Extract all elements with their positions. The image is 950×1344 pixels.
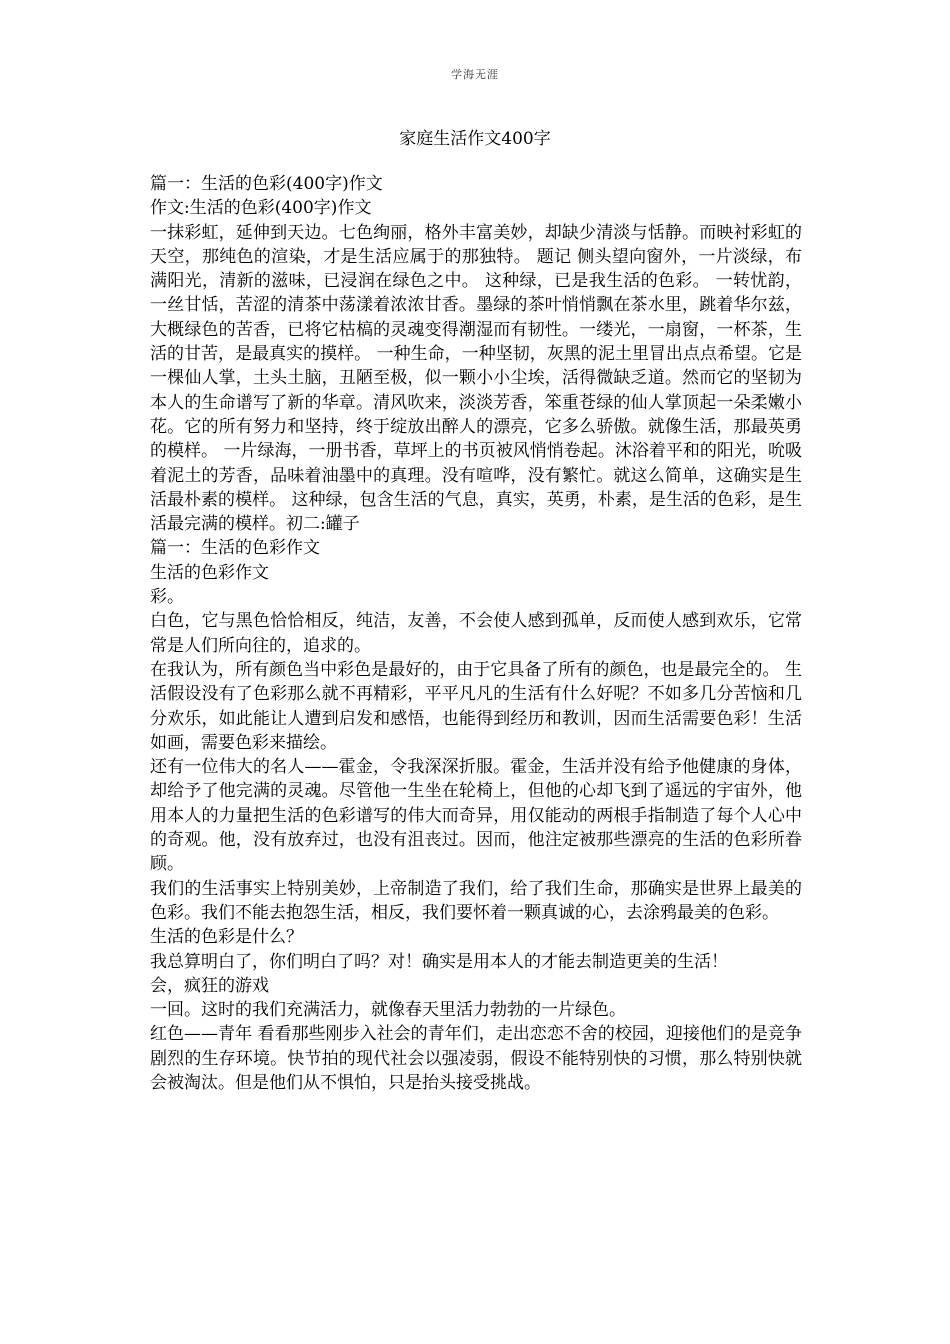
document-title: 家庭生活作文400字 [399,129,551,149]
paragraph: 白色，它与黑色恰恰相反，纯洁，友善，不会使人感到孤单，反而使人感到欢乐，它常常是人们所向往的，追求的。 [150,611,802,656]
paragraph: 生活的色彩是什么？ [150,927,303,948]
document-body [150,172,802,1095]
paragraph: 篇一：生活的色彩作文 [150,538,320,559]
paragraph: 彩。 [150,587,184,608]
paragraph: 篇一：生活的色彩(400字)作文 [150,174,383,194]
paragraph: 还有一位伟大的名人——霍金，令我深深折服。霍金，生活并没有给予他健康的身体，却给予了他完满的灵魂。尽管他一生坐在轮椅上，但他的心却飞到了遥远的宇宙外，他用本人的力量把生活的色彩谱写的伟大而奇异，用仅能动的两根手指制造了每个人心中的奇观。他，没有放弃过，也没有沮丧过。因而，他注定被那些漂亮的生活的色彩所眷顾。 [150,757,802,875]
paragraph: 红色——青年 看看那些刚步入社会的青年们，走出恋恋不舍的校园，迎接他们的是竞争剧烈的生存环境。快节拍的现代社会以强凌弱，假设不能特别快的习惯，那么特别快就会被淘汰。但是他们从不惧怕，只是抬头接受挑战。 [150,1024,802,1093]
paragraph: 一抹彩虹，延伸到天边。七色绚丽，格外丰富美妙，却缺少清淡与恬静。而映衬彩虹的天空，那纯色的渲染，才是生活应属于的那独特。 题记 侧头望向窗外，一片淡绿，布满阳光，清新的滋味，已浸润在绿色之中。 这种绿，已是我生活的色彩。 一转忧韵，一丝甘恬，苦涩的清茶中荡漾着浓浓甘香。墨绿的茶叶悄悄飘在茶水里，跳着华尔兹，大概绿色的苦香，已将它枯槁的灵魂变得潮湿而有韧性。一缕光，一扇窗，一杯茶，生活的甘苦，是最真实的摸样。 一种生命，一种坚韧，灰黑的泥土里冒出点点希望。它是一棵仙人掌，土头土脑，丑陋至极，似一颗小小尘埃，活得微缺乏道。然而它的坚韧为本人的生命谱写了新的华章。清风吹来，淡淡芳香，笨重苍绿的仙人掌顶起一朵柔嫩小花。它的所有努力和坚持，终于绽放出醉人的漂亮，它多么骄傲。就像生活，那最英勇的模样。 一片绿海，一册书香，草坪上的书页被风悄悄卷起。沐浴着平和的阳光，吮吸着泥土的芳香，品味着油墨中的真理。没有喧哗，没有繁忙。就这么简单，这确实是生活最朴素的模样。 这种绿，包含生活的气息，真实，英勇，朴素，是生活的色彩，是生活最完满的模样。初二:罐子 [150,222,802,535]
paragraph: 我们的生活事实上特别美妙，上帝制造了我们，给了我们生命，那确实是世界上最美的色彩。我们不能去抱怨生活，相反，我们要怀着一颗真诚的心，去涂鸦最美的色彩。 [150,878,802,923]
paragraph: 在我认为，所有颜色当中彩色是最好的，由于它具备了所有的颜色，也是最完全的。 生活假设没有了色彩那么就不再精彩，平平凡凡的生活有什么好呢？不如多几分苦恼和几分欢乐，如此能让人遭到启发和感悟，也能得到经历和教训，因而生活需要色彩！生活如画，需要色彩来描绘。 [150,659,802,753]
paragraph: 会，疯狂的游戏 [150,975,269,996]
page-header: 学海无涯 [451,68,499,81]
paragraph: 我总算明白了，你们明白了吗？对！确实是用本人的才能去制造更美的生活！ [150,951,728,972]
paragraph: 作文:生活的色彩(400字)作文 [150,198,372,219]
paragraph: 生活的色彩作文 [150,562,269,583]
paragraph: 一回。这时的我们充满活力，就像春天里活力勃勃的一片绿色。 [150,1000,626,1021]
